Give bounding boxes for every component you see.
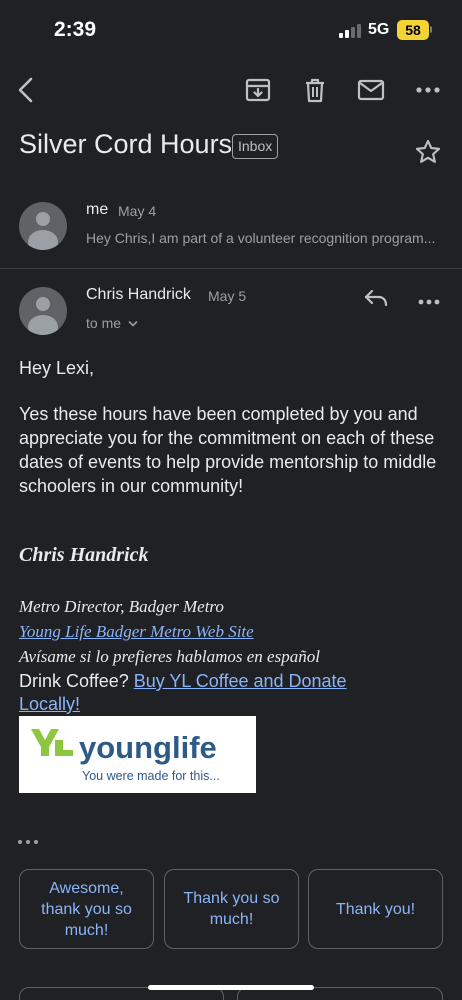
status-bar bbox=[0, 0, 462, 62]
chevron-down-icon bbox=[128, 320, 138, 328]
email-subject: Silver Cord Hours bbox=[19, 129, 233, 159]
back-arrow-icon[interactable] bbox=[8, 72, 44, 108]
logo-wordmark: younglife bbox=[79, 730, 217, 765]
signature-spanish-note: Avísame si lo prefieres hablamos en español bbox=[19, 647, 320, 666]
younglife-logo bbox=[19, 716, 256, 793]
avatar bbox=[19, 202, 67, 250]
coffee-link[interactable]: Buy YL Coffee and Donate Locally! bbox=[19, 671, 347, 714]
email-greeting: Hey Lexi, bbox=[19, 358, 95, 378]
cellular-signal-icon bbox=[339, 24, 361, 38]
recipient-details-toggle[interactable] bbox=[86, 315, 138, 331]
trash-icon[interactable] bbox=[297, 72, 333, 108]
network-type: 5G bbox=[368, 21, 390, 38]
mail-icon[interactable] bbox=[353, 72, 389, 108]
message-date: May 4 bbox=[118, 203, 157, 219]
reply-icon[interactable] bbox=[362, 286, 394, 318]
signature-title: Metro Director, Badger Metro bbox=[19, 597, 224, 616]
star-icon[interactable] bbox=[414, 138, 444, 168]
more-horizontal-icon[interactable] bbox=[410, 72, 446, 108]
archive-icon[interactable] bbox=[240, 72, 276, 108]
home-indicator bbox=[148, 985, 314, 990]
battery-icon: 58 bbox=[397, 20, 429, 40]
battery-cap bbox=[430, 26, 432, 33]
inbox-label-chip[interactable]: Inbox bbox=[232, 134, 278, 159]
coffee-prefix: Drink Coffee? bbox=[19, 671, 134, 691]
smart-reply-button[interactable]: Thank you! bbox=[308, 869, 443, 949]
show-trimmed-content-button[interactable] bbox=[18, 834, 48, 850]
smart-reply-button[interactable]: Thank you so much! bbox=[164, 869, 299, 949]
status-time: 2:39 bbox=[54, 18, 97, 41]
coffee-line bbox=[19, 670, 399, 716]
message-sender: me bbox=[86, 201, 109, 218]
message-date: May 5 bbox=[208, 288, 247, 304]
email-paragraph: Yes these hours have been completed by you and appreciate you for the commitment on each of these dates of events to help provide mentorship to middle schoolers in our community! bbox=[19, 404, 437, 496]
divider bbox=[0, 268, 462, 269]
recipient-text: to me bbox=[86, 315, 122, 331]
signature-name: Chris Handrick bbox=[19, 544, 149, 566]
more-horizontal-icon[interactable] bbox=[414, 286, 444, 318]
message-toolbar bbox=[0, 68, 462, 112]
message-snippet: Hey Chris,I am part of a volunteer recognition program... bbox=[86, 230, 436, 246]
website-link[interactable]: Young Life Badger Metro Web Site bbox=[19, 622, 254, 641]
message-sender: Chris Handrick bbox=[86, 286, 191, 303]
avatar bbox=[19, 287, 67, 335]
smart-reply-button[interactable]: Awesome, thank you so much! bbox=[19, 869, 154, 949]
logo-tagline: You were made for this... bbox=[82, 769, 220, 783]
